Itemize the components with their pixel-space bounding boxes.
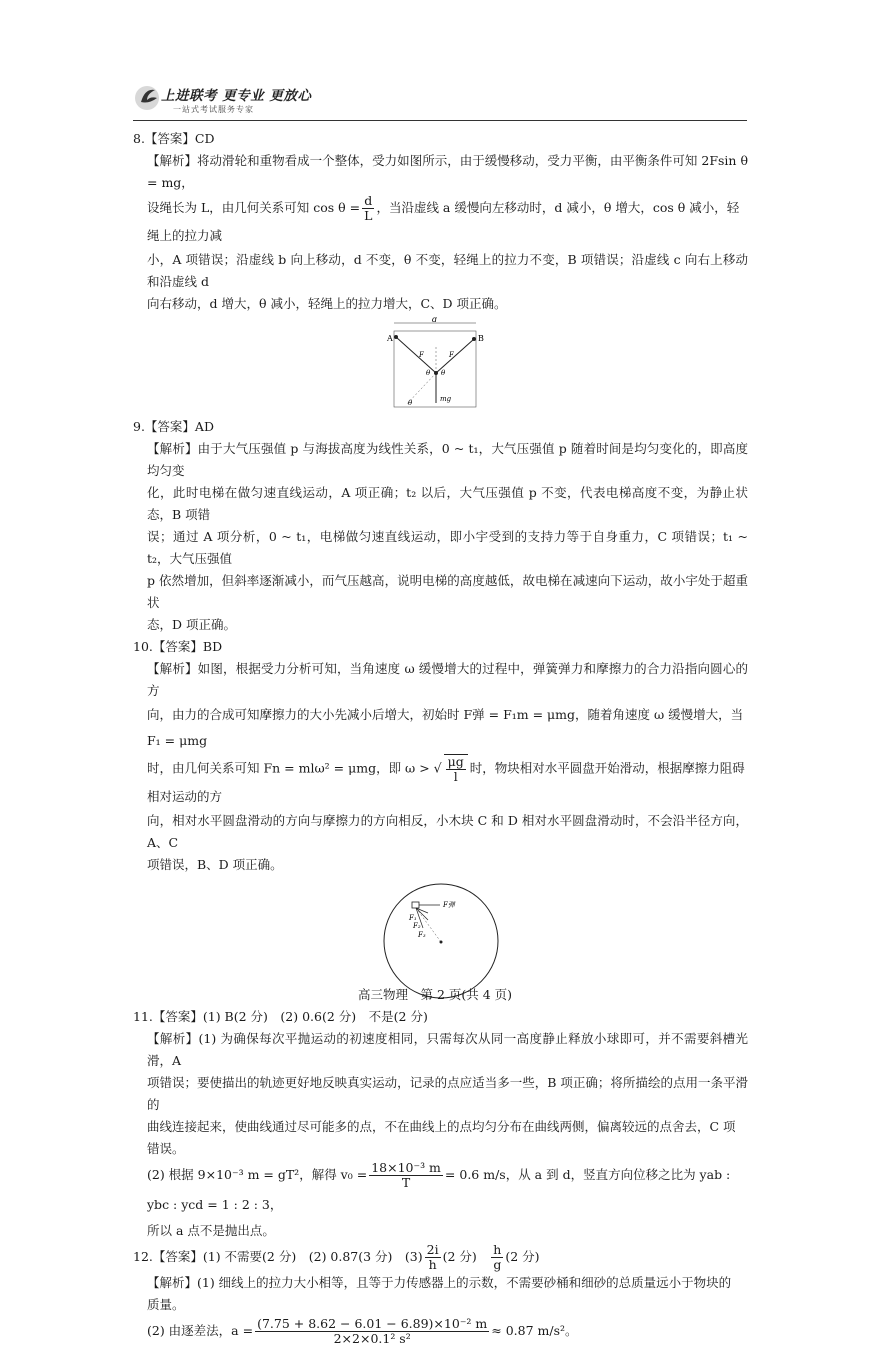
- q9-exp-line4: p 依然增加，但斜率逐渐减小，而气压越高，说明电梯的高度越低，故电梯在减速向下运动，故小宇处于超重状: [147, 573, 748, 610]
- q11-exp-line2: 项错误；要使描出的轨迹更好地反映真实运动，记录的点应适当多一些，B 项正确；将所描绘的点用一条平滑的: [147, 1075, 748, 1112]
- label-theta-3: θ: [407, 399, 412, 407]
- q11-exp-line3: 曲线连接起来，使曲线通过尽可能多的点，不在曲线上的点均匀分布在曲线两侧，偏离较远的点舍去，C 项: [147, 1119, 736, 1134]
- page-footer: 高三物理 第 2 页(共 4 页): [357, 987, 513, 1002]
- q12-exp-line2: 质量。: [147, 1297, 185, 1312]
- label-F1: F₁: [408, 914, 417, 922]
- q11-exp-line6: 所以 a 点不是抛出点。: [147, 1223, 275, 1238]
- q9-exp-line1: 【解析】由于大气压强值 p 与海拔高度为线性关系，0 ~ t₁，大气压强值 p 随着时间是均匀变化的，即高度均匀变: [147, 441, 748, 478]
- q10-exp-line2: 向，由力的合成可知摩擦力的大小先减小后增大，初始时 F弹 = F₁m = μmg，随着角速度 ω 缓慢增大，当 F₁ = μmg: [147, 707, 744, 748]
- q10-disc-diagram: [376, 880, 506, 1002]
- q10-exp-line5: 项错误，B、D 项正确。: [147, 857, 283, 872]
- q10-exp-line1: 【解析】如图，根据受力分析可知，当角速度 ω 缓慢增大的过程中，弹簧弹力和摩擦力的合力沿指向圆心的方: [147, 661, 748, 698]
- q11-answer: 11.【答案】(1) B(2 分) (2) 0.6(2 分) 不是(2 分): [133, 1009, 428, 1024]
- q10-sqrt: $\frac{\mu g}{l}$: [444, 754, 468, 784]
- label-F-spring: F弹: [442, 901, 455, 909]
- q8-pulley-diagram: [386, 317, 496, 412]
- q10-answer: 10.【答案】BD: [133, 639, 223, 654]
- brand-slogan: 上进联考 更专业 更放心: [161, 88, 312, 104]
- label-A: A: [386, 334, 393, 343]
- q11-exp-line5: (2) 根据 9×10⁻³ m = gT²，解得 v₀ = $\frac{\text{18×10⁻³ m}}{T}$ = 0.6 m/s，从 a 到 d，竖直方向位移之比为 yab : ybc : ycd = 1 : 2 : 3，: [147, 1160, 731, 1212]
- q12-exp-line3: (2) 由逐差法，a = $\frac{\text{(7.75 + 8.62 − 6.01 − 6.89)×10⁻² m}}{\text{2×2×0.1² s²}}$ ≈ 0.87 m/s²。: [147, 1316, 578, 1346]
- label-mg: mg: [439, 395, 451, 403]
- q12-exp-line1: 【解析】(1) 细线上的拉力大小相等，且等于力传感器上的示数，不需要砂桶和细砂的总质量远小于物块的: [147, 1275, 732, 1290]
- page-header: [133, 80, 753, 120]
- q11-fraction: $\frac{\text{18×10⁻³ m}}{T}$: [371, 1160, 441, 1190]
- q8-exp-line3: 小，A 项错误；沿虚线 b 向上移动，d 不变，θ 不变，轻绳上的拉力不变，B 项错误；沿虚线 c 向右上移动和沿虚线 d: [147, 252, 748, 289]
- q12-answer: 12.【答案】(1) 不需要(2 分) (2) 0.87(3 分) (3) $\frac{2i}{h}$ (2 分) $\frac{h}{g}$ (2 分): [133, 1242, 540, 1272]
- q10-exp-line4: 向，相对水平圆盘滑动的方向与摩擦力的方向相反，小木块 C 和 D 相对水平圆盘滑动时，不会沿半径方向，A、C: [147, 813, 748, 850]
- q10-exp-line3: 时，由几何关系可知 Fn = mlω² = μmg，即 ω > √ $\frac{\mu g}{l}$ 时，物块相对水平圆盘开始滑动，根据摩擦力阻碍相对运动的方: [147, 754, 745, 804]
- label-theta-1: θ: [425, 369, 430, 377]
- header-divider: [133, 120, 747, 121]
- q12-frac2: $\frac{h}{g}$: [493, 1242, 502, 1272]
- q9-exp-line2: 化，此时电梯在做匀速直线运动，A 项正确；t₂ 以后，大气压强值 p 不变，代表电梯高度不变，为静止状态，B 项错: [147, 485, 748, 522]
- label-B: B: [477, 334, 484, 343]
- q9-exp-line3: 误；通过 A 项分析，0 ~ t₁，电梯做匀速直线运动，即小宇受到的支持力等于自身重力，C 项错误；t₁ ~ t₂，大气压强值: [147, 529, 748, 566]
- q8-exp-line1: 【解析】将动滑轮和重物看成一个整体，受力如图所示，由于缓慢移动，受力平衡，由平衡条件可知 2Fsin θ = mg，: [147, 153, 748, 190]
- q8-exp-line2: 设绳长为 L，由几何关系可知 cos θ = $\frac{d}{L}$ ，当沿虚线 a 缓慢向左移动时，d 减小，θ 增大，cos θ 减小，轻绳上的拉力减: [147, 193, 740, 243]
- q11-exp-line4: 错误。: [147, 1141, 185, 1156]
- q9-exp-line5: 态，D 项正确。: [147, 617, 236, 632]
- q11-exp-line1: 【解析】(1) 为确保每次平抛运动的初速度相同，只需每次从同一高度静止释放小球即可，并不需要斜槽光滑，A: [147, 1031, 748, 1068]
- brand-subtitle: 一站式考试服务专家: [173, 105, 254, 114]
- q8-answer: 8.【答案】CD: [133, 131, 215, 146]
- label-F-left: F: [418, 351, 424, 359]
- q9-answer: 9.【答案】AD: [133, 419, 214, 434]
- label-F3: F₃: [417, 931, 426, 939]
- q12-frac3: $\frac{\text{(7.75 + 8.62 − 6.01 − 6.89)×10⁻² m}}{\text{2×2×0.1² s²}}$: [257, 1316, 488, 1346]
- q8-exp-line4: 向右移动，d 增大，θ 减小，轻绳上的拉力增大，C、D 项正确。: [147, 296, 507, 311]
- label-F-right: F: [448, 351, 454, 359]
- q12-frac1: $\frac{2i}{h}$: [426, 1242, 439, 1272]
- answer-content: [133, 128, 748, 1346]
- q8-fraction: $\frac{d}{L}$: [364, 193, 373, 223]
- label-theta-2: θ: [440, 369, 445, 377]
- label-d: d: [431, 317, 437, 324]
- label-F2: F₂: [412, 922, 421, 930]
